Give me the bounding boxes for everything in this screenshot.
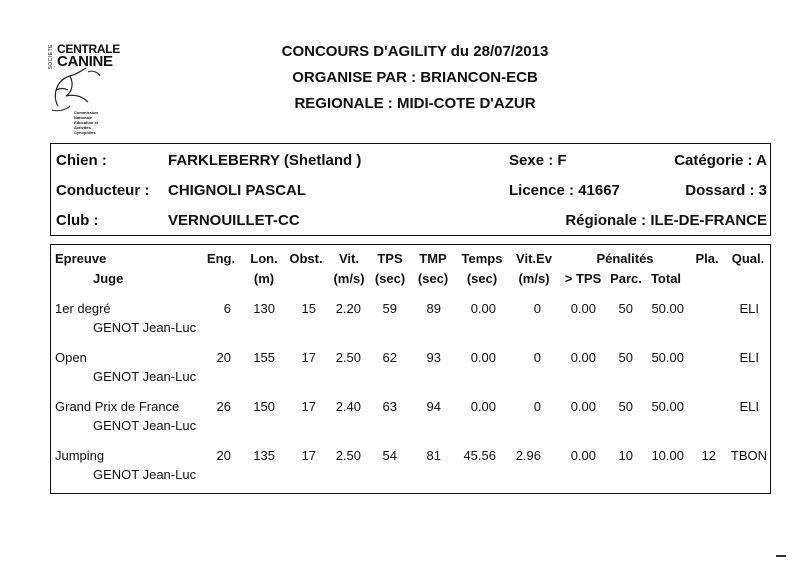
- contest-title: CONCOURS D'AGILITY du 28/07/2013: [281, 43, 549, 60]
- cell-epreuve: Open: [55, 350, 87, 365]
- cell-obst: 15: [301, 301, 316, 316]
- cell-juge: GENOT Jean-Luc: [93, 467, 197, 482]
- hdr-vitev: Vit.Ev: [516, 251, 552, 266]
- club-label: Club :: [56, 212, 99, 229]
- logo-line2: CANINE: [57, 53, 113, 70]
- club-value: VERNOUILLET-CC: [168, 212, 300, 229]
- cell-tmp: 89: [426, 301, 441, 316]
- regionale-dog: Régionale : ILE-DE-FRANCE: [565, 212, 767, 229]
- cell-temps: 0.00: [470, 301, 496, 316]
- organiser: ORGANISE PAR : BRIANCON-ECB: [292, 69, 538, 86]
- cell-tps: 54: [382, 448, 397, 463]
- cell-vit: 2.50: [335, 448, 361, 463]
- hdr-penalites: Pénalités: [596, 251, 654, 266]
- cell-obst: 17: [301, 448, 316, 463]
- chien-value: FARKLEBERRY (Shetland ): [168, 152, 362, 169]
- hdr-tmp-unit: (sec): [417, 271, 449, 286]
- hdr-lon: Lon.: [250, 251, 278, 266]
- conducteur-value: CHIGNOLI PASCAL: [168, 182, 307, 199]
- cell-temps: 45.56: [463, 448, 496, 463]
- cell-pla: 12: [701, 448, 716, 463]
- cell-lon: 150: [253, 399, 275, 414]
- dossard: Dossard : 3: [685, 182, 767, 199]
- cell-pen-total: 10.00: [651, 448, 684, 463]
- hdr-pen-parc: Parc.: [610, 271, 642, 286]
- logo-line1: CENTRALE: [57, 42, 120, 56]
- hdr-temps: Temps: [461, 251, 503, 266]
- dog-info-box: [50, 143, 771, 236]
- hdr-eng: Eng.: [206, 251, 236, 266]
- cell-lon: 155: [253, 350, 275, 365]
- cell-tps: 62: [382, 350, 397, 365]
- hdr-tps-unit: (sec): [374, 271, 406, 286]
- cell-vitev: 0: [533, 301, 541, 316]
- cell-qual: TBON: [730, 448, 767, 463]
- cell-pen-parc: 50: [618, 399, 633, 414]
- cell-lon: 130: [253, 301, 275, 316]
- cell-obst: 17: [301, 399, 316, 414]
- cell-juge: GENOT Jean-Luc: [93, 369, 197, 384]
- cell-vitev: 0: [533, 350, 541, 365]
- regionale-header: REGIONALE : MIDI-COTE D'AZUR: [294, 95, 536, 112]
- hdr-temps-unit: (sec): [466, 271, 498, 286]
- cell-temps: 0.00: [470, 399, 496, 414]
- hdr-pen-tps: > TPS: [564, 271, 602, 286]
- cell-juge: GENOT Jean-Luc: [93, 320, 197, 335]
- cell-obst: 17: [301, 350, 316, 365]
- cell-pen-tps: 0.00: [570, 448, 596, 463]
- cell-eng: 6: [223, 301, 231, 316]
- chien-label: Chien :: [56, 152, 107, 169]
- cell-tmp: 94: [426, 399, 441, 414]
- cell-qual: ELI: [739, 399, 759, 414]
- dog-silhouette-icon: [48, 66, 108, 116]
- logo-societe: SOCIETE: [48, 44, 54, 70]
- hdr-tps: TPS: [377, 251, 403, 266]
- cell-pen-tps: 0.00: [570, 301, 596, 316]
- hdr-obst: Obst.: [289, 251, 323, 266]
- cell-lon: 135: [253, 448, 275, 463]
- cell-epreuve: 1er degré: [55, 301, 111, 316]
- cell-eng: 20: [216, 350, 231, 365]
- cell-pen-total: 50.00: [651, 399, 684, 414]
- cell-qual: ELI: [739, 350, 759, 365]
- cell-vitev: 0: [533, 399, 541, 414]
- cell-epreuve: Grand Prix de France: [55, 399, 180, 414]
- cell-pen-tps: 0.00: [570, 399, 596, 414]
- hdr-vit: Vit.: [339, 251, 359, 266]
- hdr-epreuve: Epreuve: [55, 251, 107, 266]
- cell-pen-tps: 0.00: [570, 350, 596, 365]
- hdr-qual: Qual.: [731, 251, 765, 266]
- cell-pen-parc: 50: [618, 350, 633, 365]
- cell-tmp: 81: [426, 448, 441, 463]
- cell-vitev: 2.96: [515, 448, 541, 463]
- sexe: Sexe : F: [509, 152, 567, 169]
- categorie: Catégorie : A: [674, 152, 767, 169]
- cell-eng: 26: [216, 399, 231, 414]
- cell-qual: ELI: [739, 301, 759, 316]
- cell-pen-parc: 50: [618, 301, 633, 316]
- cell-temps: 0.00: [470, 350, 496, 365]
- hdr-vitev-unit: (m/s): [518, 271, 550, 286]
- scan-mark: [776, 555, 786, 557]
- results-table: [50, 244, 771, 494]
- hdr-lon-unit: (m): [253, 271, 275, 286]
- hdr-pen-total: Total: [650, 271, 682, 286]
- hdr-juge: Juge: [93, 271, 124, 286]
- cell-pen-total: 50.00: [651, 301, 684, 316]
- cell-pen-parc: 10: [618, 448, 633, 463]
- licence: Licence : 41667: [509, 182, 620, 199]
- cell-vit: 2.40: [335, 399, 361, 414]
- cell-juge: GENOT Jean-Luc: [93, 418, 197, 433]
- hdr-tmp: TMP: [419, 251, 447, 266]
- cell-vit: 2.50: [335, 350, 361, 365]
- hdr-pla: Pla.: [695, 251, 719, 266]
- cell-tmp: 93: [426, 350, 441, 365]
- hdr-vit-unit: (m/s): [333, 271, 365, 286]
- cell-vit: 2.20: [335, 301, 361, 316]
- cell-tps: 63: [382, 399, 397, 414]
- cell-epreuve: Jumping: [55, 448, 105, 463]
- logo-tagline: Commission Nationale Education et Activités Cynophiles: [74, 110, 99, 135]
- cell-tps: 59: [382, 301, 397, 316]
- cell-eng: 20: [216, 448, 231, 463]
- conducteur-label: Conducteur :: [56, 182, 150, 199]
- cell-pen-total: 50.00: [651, 350, 684, 365]
- scc-logo: [48, 42, 118, 147]
